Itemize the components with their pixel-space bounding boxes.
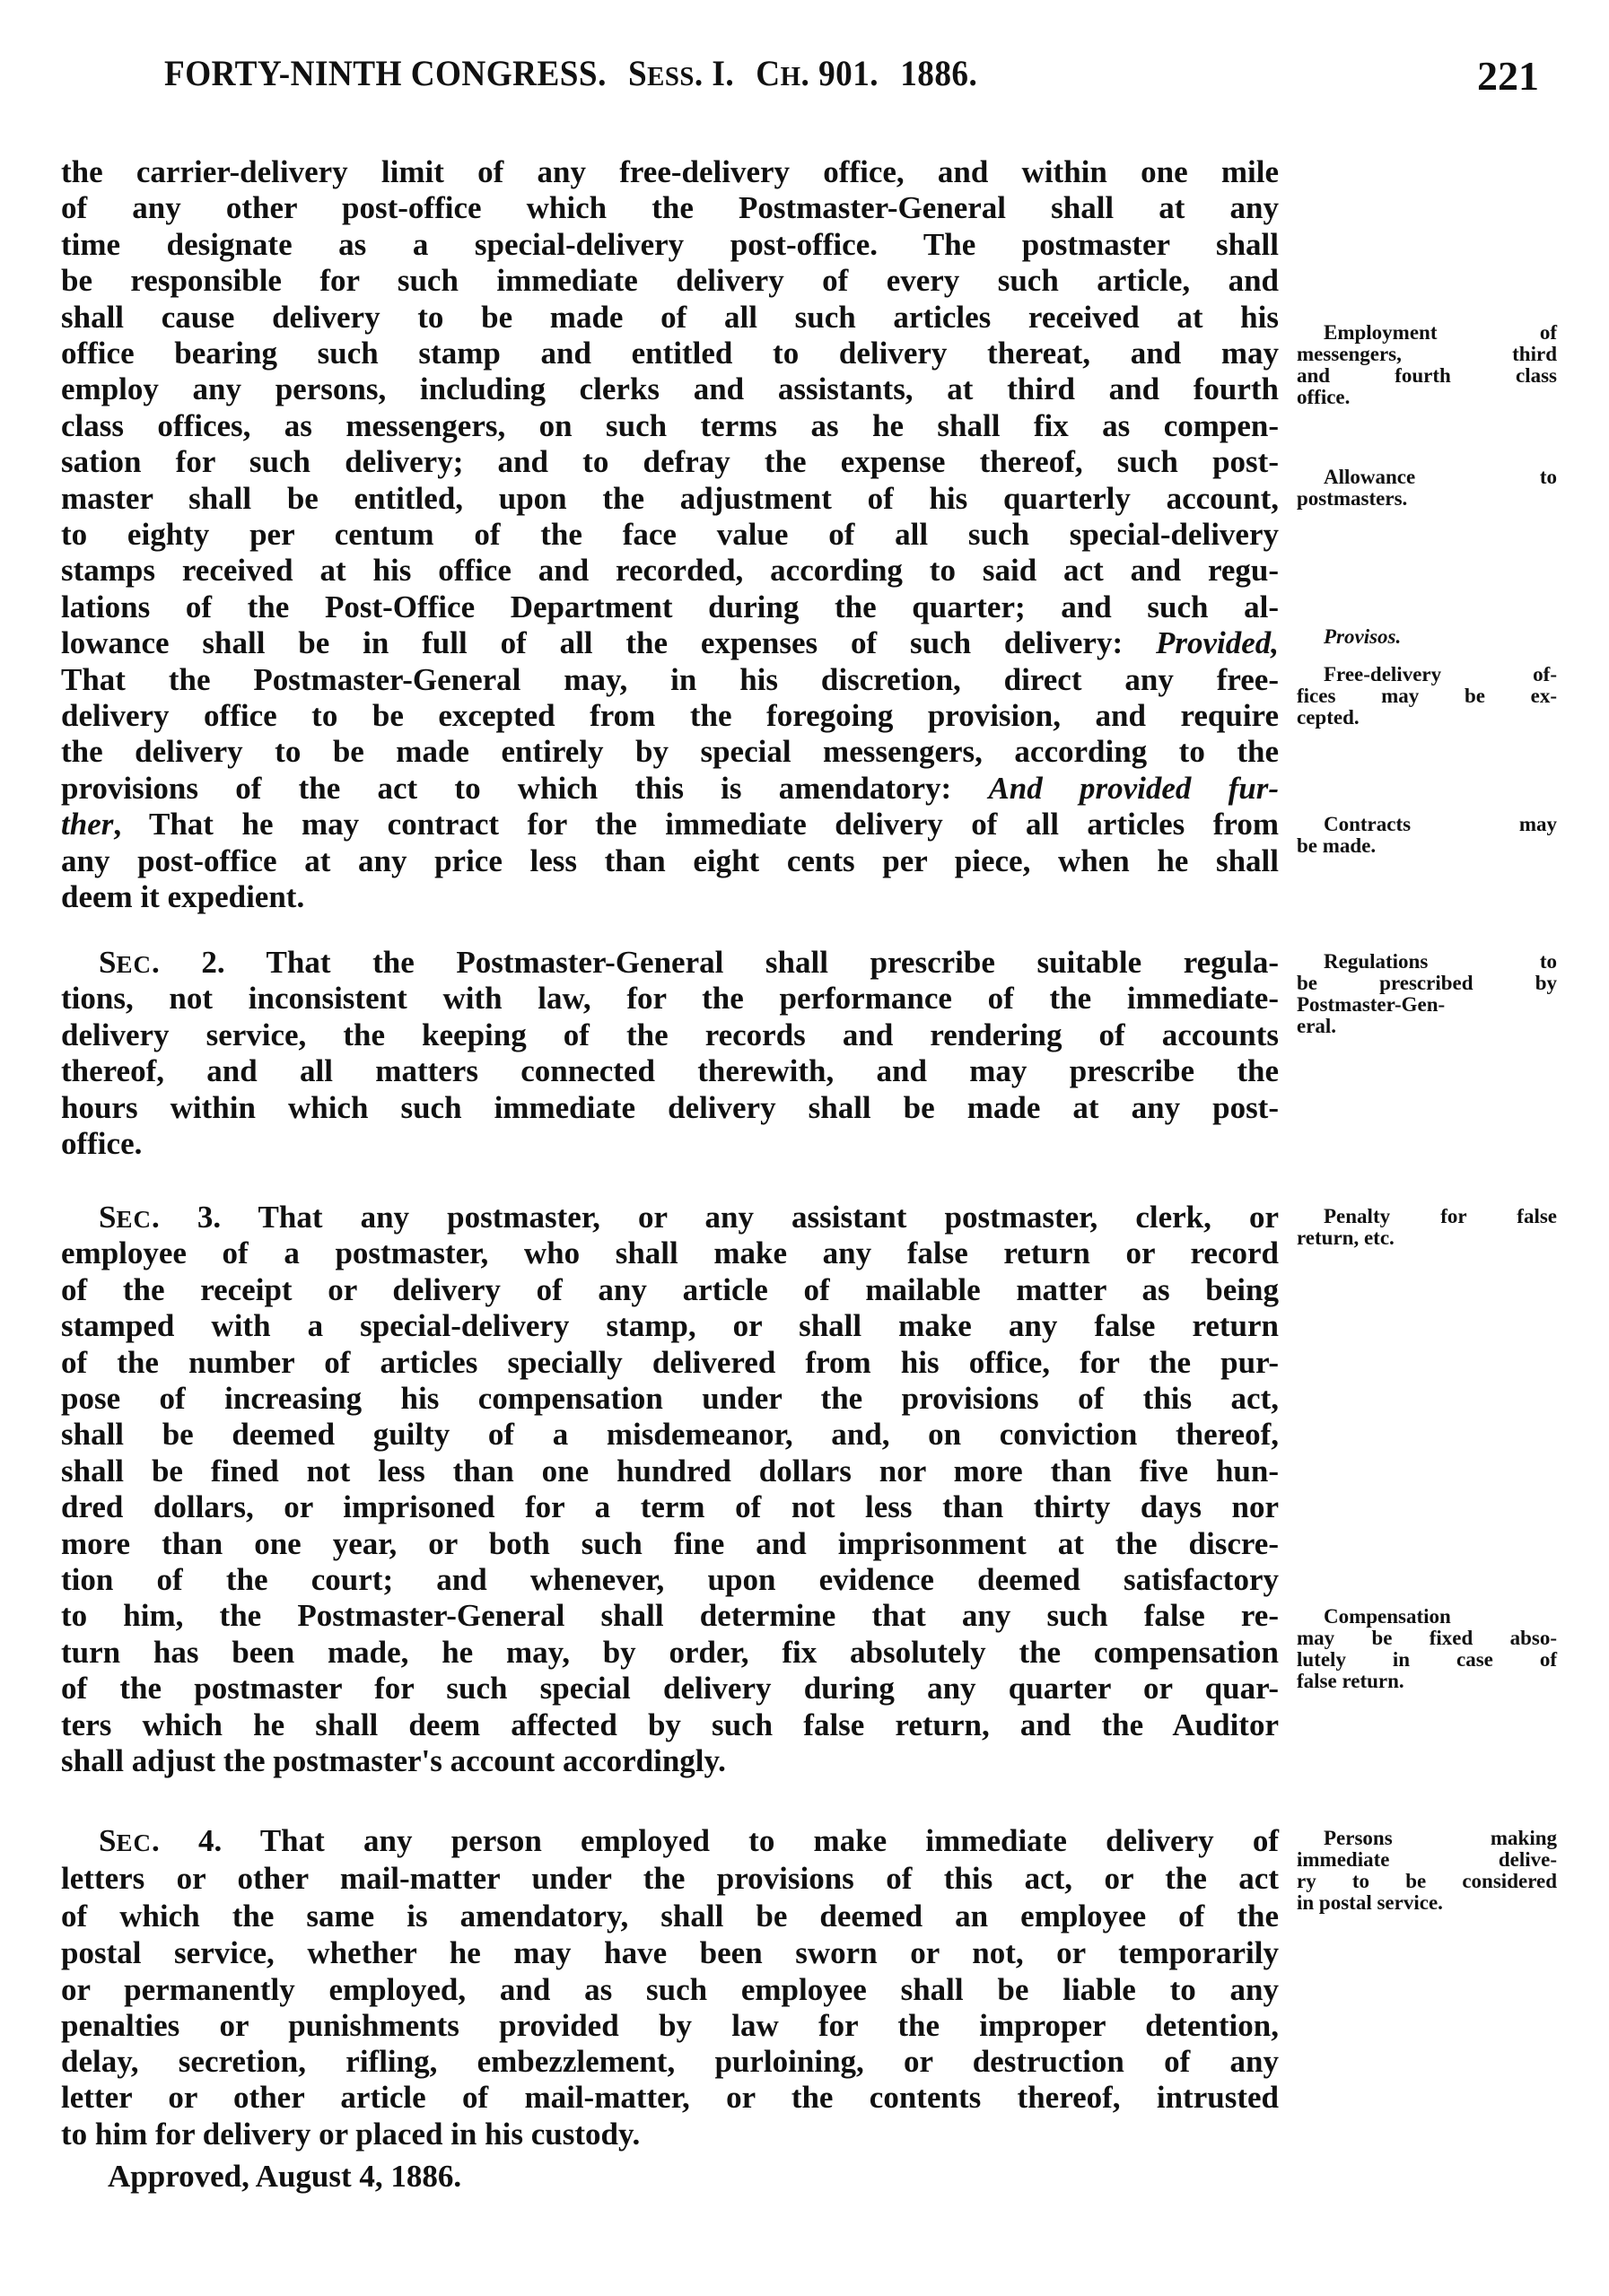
text-line: That the Postmaster-General may, in his discretion, direct any free- <box>61 661 1279 697</box>
text-line: master shall be entitled, upon the adjustment of his quarterly account, <box>61 480 1279 516</box>
text-line: provisions of the act to which this is amendatory: And provided fur- <box>61 770 1280 806</box>
text-line: dred dollars, or imprisoned for a term of not less than thirty days nor <box>61 1489 1279 1525</box>
text-line: time designate as a special-delivery post-office. The postmaster shall <box>61 226 1279 262</box>
section-heading-line: SEC. 2. That the Postmaster-General shall prescribe suitable regula- <box>99 945 1280 980</box>
text-line: penalties or punishments provided by law for the improper detention, <box>61 2008 1279 2043</box>
text-line: letters or other mail-matter under the provisions of this act, or the act <box>61 1861 1279 1896</box>
text-line: deem it expedient. <box>61 879 305 914</box>
text-line: lations of the Post-Office Department during the quarter; and such al- <box>61 589 1279 624</box>
text-line: shall adjust the postmaster's account accordingly. <box>61 1743 726 1778</box>
text-line: stamped with a special-delivery stamp, or shall make any false return <box>61 1308 1279 1344</box>
text-line: turn has been made, he may, by order, fix absolutely the compensation <box>61 1634 1279 1670</box>
text-line: office. <box>61 1126 143 1161</box>
running-header <box>164 52 977 94</box>
text-line: pose of increasing his compensation under the provisions of this act, <box>61 1381 1279 1416</box>
proviso-italic: ther <box>61 807 114 842</box>
text-line: sation for such delivery; and to defray the expense thereof, such post- <box>61 444 1279 480</box>
text-line: of any other post-office which the Postmaster-General shall at any <box>61 190 1279 226</box>
text-line: letter or other article of mail-matter, or the contents thereof, intrusted <box>61 2080 1279 2115</box>
text-line: ters which he shall deem affected by such false return, and the Auditor <box>61 1707 1279 1742</box>
text-line: tion of the court; and whenever, upon evidence deemed satisfactory <box>61 1562 1279 1597</box>
text-line: delivery office to be excepted from the foregoing provision, and require <box>61 698 1279 733</box>
running-title: FORTY-NINTH CONGRESS. <box>164 53 607 93</box>
text-line: to him, the Postmaster-General shall determine that any such false re- <box>61 1598 1279 1634</box>
text-line: hours within which such immediate delivery shall be made at any post- <box>61 1089 1279 1125</box>
text-line: be responsible for such immediate delivery of every such article, and <box>61 263 1279 299</box>
text-line: class offices, as messengers, on such terms as he shall fix as compen- <box>61 407 1279 443</box>
text-line: or permanently employed, and as such employee shall be liable to any <box>61 1972 1279 2007</box>
text-line: office bearing such stamp and entitled to delivery thereat, and may <box>61 336 1279 371</box>
section-label: SEC. 4. <box>99 1823 223 1858</box>
approval-date: Approved, August 4, 1886. <box>108 2159 462 2194</box>
chapter-label: CH. 901. <box>756 53 879 93</box>
text-line: employee of a postmaster, who shall make any false return or record <box>61 1235 1279 1271</box>
year-label: 1886. <box>900 53 978 93</box>
text-line: stamps received at his office and recorded, according to said act and regu- <box>61 553 1279 589</box>
section-heading-line: SEC. 4. That any person employed to make immediate delivery of <box>99 1823 1280 1858</box>
text-line: shall be fined not less than one hundred dollars nor more than five hun- <box>61 1453 1279 1488</box>
text-line: any post-office at any price less than eight cents per piece, when he shall <box>61 842 1279 878</box>
text-line: to eighty per centum of the face value of all such special-delivery <box>61 517 1279 552</box>
text-line: employ any persons, including clerks and assistants, at third and fourth <box>61 371 1279 407</box>
text-line: postal service, whether he may have been sworn or not, or temporarily <box>61 1935 1279 1970</box>
text-line: lowance shall be in full of all the expenses of such delivery: Provided, <box>61 625 1279 661</box>
proviso-italic: And provided fur- <box>988 770 1280 806</box>
text-line: thereof, and all matters connected therewith, and may prescribe the <box>61 1053 1279 1089</box>
section-heading-line: SEC. 3. That any postmaster, or any assistant postmaster, clerk, or <box>99 1200 1280 1235</box>
page-number: 221 <box>1477 53 1539 99</box>
text-line: of which the same is amendatory, shall be deemed an employee of the <box>61 1899 1279 1934</box>
text-line: the delivery to be made entirely by special messengers, according to the <box>61 734 1279 770</box>
proviso-italic: Provided, <box>1155 625 1279 661</box>
session-label: SESS. I. <box>628 53 735 93</box>
text-line: the carrier-delivery limit of any free-delivery office, and within one mile <box>61 154 1279 189</box>
text-line: delay, secretion, rifling, embezzlement, purloining, or destruction of any <box>61 2044 1279 2079</box>
text-line: of the number of articles specially delivered from his office, for the pur- <box>61 1344 1279 1380</box>
text-line: shall cause delivery to be made of all such articles received at his <box>61 299 1279 335</box>
text-line: delivery service, the keeping of the records and rendering of accounts <box>61 1017 1279 1052</box>
section-label: SEC. 2. <box>99 945 225 980</box>
text-line: ther, That he may contract for the immediate delivery of all articles from <box>61 807 1279 842</box>
text-line: shall be deemed guilty of a misdemeanor, and, on conviction thereof, <box>61 1417 1279 1453</box>
text-line: of the receipt or delivery of any article of mailable matter as being <box>61 1271 1279 1307</box>
text-line: tions, not inconsistent with law, for the performance of the immediate- <box>61 981 1279 1017</box>
text-line: of the postmaster for such special delivery during any quarter or quar- <box>61 1671 1279 1707</box>
text-line: to him for delivery or placed in his custody. <box>61 2117 641 2152</box>
section-label: SEC. 3. <box>99 1200 222 1235</box>
text-line: more than one year, or both such fine and imprisonment at the discre- <box>61 1525 1279 1561</box>
